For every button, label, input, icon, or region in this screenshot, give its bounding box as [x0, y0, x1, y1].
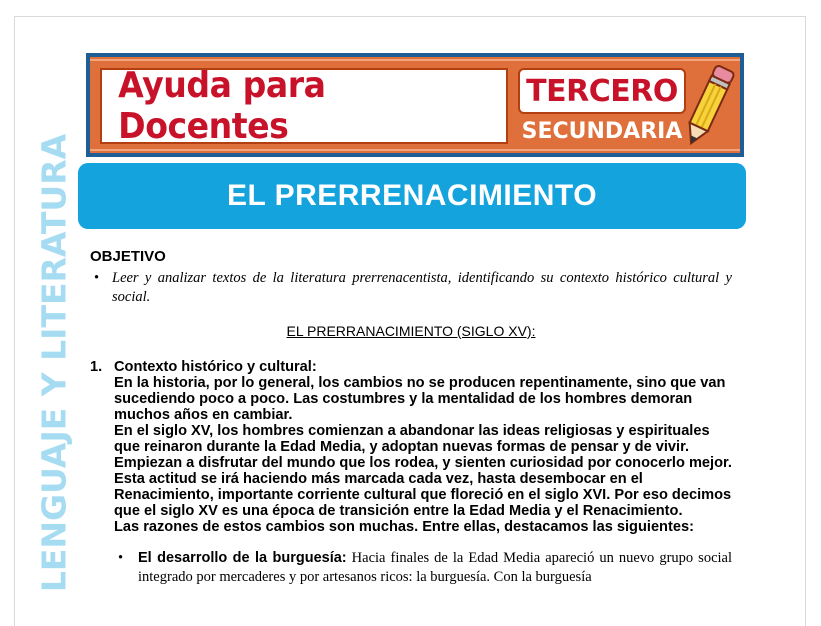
page-edge-left [14, 16, 15, 626]
level-label: SECUNDARIA [521, 118, 683, 144]
header-banner [86, 53, 744, 157]
paragraph-3: Las razones de estos cambios son muchas. Entre ellas, destacamos las siguientes: [114, 519, 694, 535]
bullet-icon: • [118, 550, 124, 566]
list-item-term: El desarrollo de la burguesía: [138, 550, 347, 566]
objective-heading: OBJETIVO [90, 248, 166, 265]
page-edge-right [805, 16, 806, 626]
banner-stripe-top [90, 59, 740, 61]
bullet-icon: • [94, 270, 100, 286]
objective-text: Leer y analizar textos de la literatura prerrenacentista, identificando su contexto histórico cultural y social. [112, 270, 732, 305]
page-edge-top [14, 16, 806, 17]
page-title: EL PRERRENACIMIENTO [226, 179, 598, 212]
title-bar [78, 163, 746, 229]
subject-text: LENGUAJE Y LITERATURA [34, 133, 74, 593]
banner-stripe-bottom [90, 149, 740, 151]
section-title: Contexto histórico y cultural: [114, 359, 317, 375]
banner-title-box [100, 65, 508, 147]
banner-background [90, 57, 740, 153]
pencil-icon [678, 61, 738, 153]
list-item [114, 549, 732, 587]
paragraph-2: En el siglo XV, los hombres comienzan a abandonar las ideas religiosas y espirituales que reinaron durante la Edad Media, y adoptan nuevas formas de pensar y de vivir. Empiezan a disfrutar del mundo que los rodea, y sienten curiosidad por conocerlo mejor. Esta actitud se irá haciendo más marcada cada vez, hasta desembocar en el Renacimiento, importante corriente cultural que floreció en el siglo XVI. Por eso decimos que el siglo XV es una época de transición entre la Edad Media y el Renacimiento. [114, 423, 732, 519]
numbered-section-1 [90, 359, 732, 535]
banner-title: Ayuda para Docentes [118, 65, 326, 147]
paragraph-1: En la historia, por lo general, los cambios no se producen repentinamente, sino que van sucediendo poco a poco. Las costumbres y la mentalidad de los hombres demoran muchos años en cambiar. [114, 375, 726, 423]
objective-item [90, 269, 732, 307]
subject-side-label [30, 133, 78, 593]
grade-badge: TERCERO [518, 68, 686, 114]
section-heading: EL PRERRANACIMIENTO (SIGLO XV): [286, 323, 536, 339]
list-item-text: Hacia finales de la Edad Media apareció un nuevo grupo social integrado por mercaderes y por artesanos ricos: la burguesía. Con la burguesía [138, 550, 732, 585]
document-body [90, 248, 732, 587]
section-number: 1. [90, 359, 103, 375]
